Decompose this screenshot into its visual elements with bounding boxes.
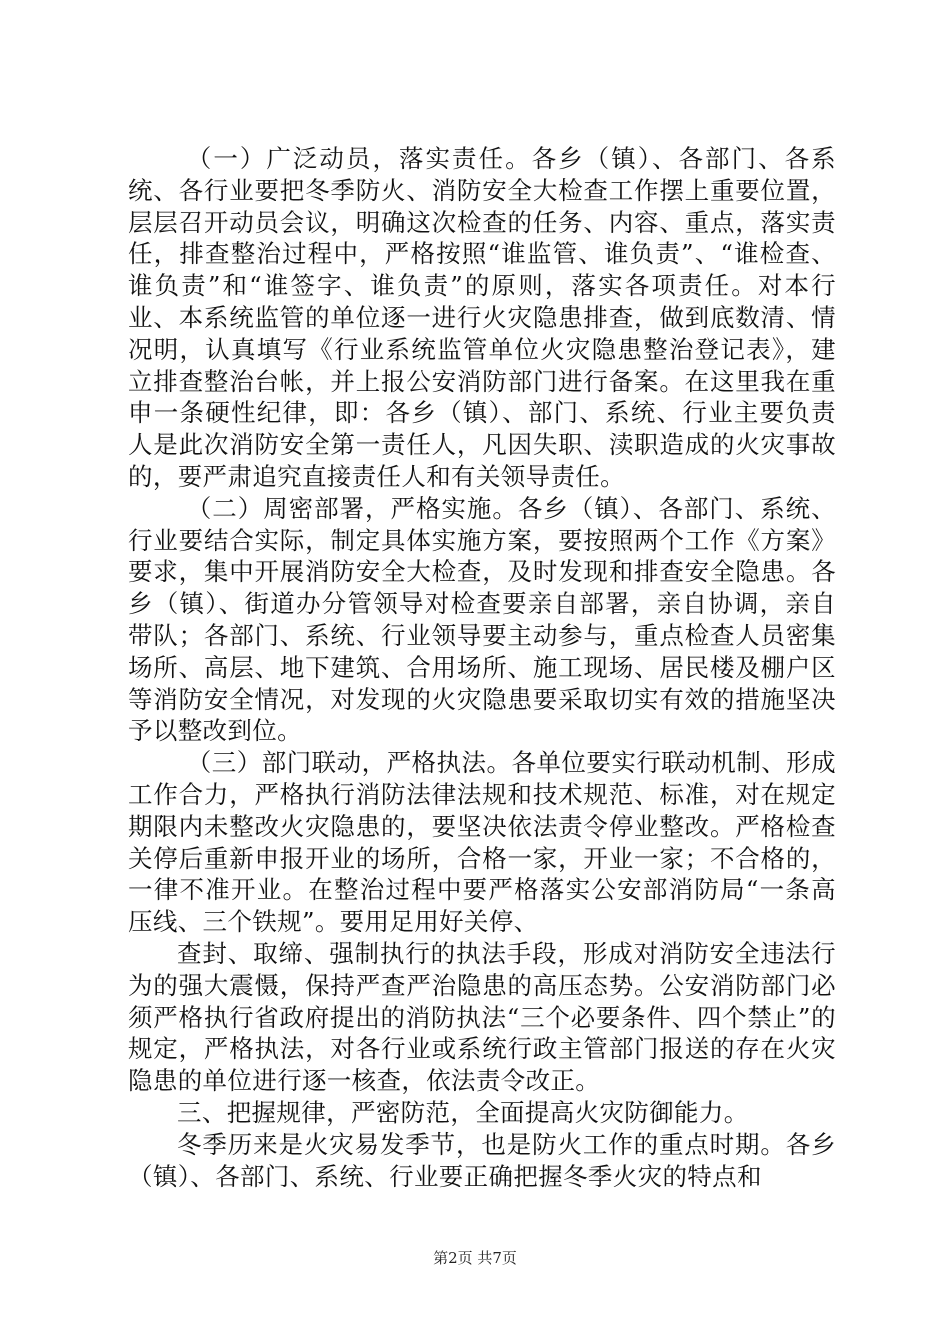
paragraph-deployment: （二）周密部署，严格实施。各乡（镇）、各部门、系统、行业要结合实际，制定具体实施方案，要按照两个工作《方案》要求，集中开展消防安全大检查，及时发现和排查安全隐患。各乡（镇）、街道办分管领导对检查要亲自部署，亲自协调，亲自带队；各部门、系统、行业领导要主动参与，重点检查人员密集场所、高层、地下建筑、合用场所、施工现场、居民楼及棚户区等消防安全情况，对发现的火灾隐患要采取切实有效的措施坚决予以整改到位。 [128, 493, 836, 746]
page-number-footer: 第2页 共7页 [433, 1249, 517, 1267]
section-heading-prevention: 三、把握规律，严密防范，全面提高火灾防御能力。 [177, 1097, 749, 1127]
document-body [128, 143, 836, 1192]
paragraph-enforcement-continued: 查封、取缔、强制执行的执法手段，形成对消防安全违法行为的强大震慑，保持严查严治隐患的高压态势。公安消防部门必须严格执行省政府提出的消防执法“三个必要条件、四个禁止”的规定，严格执法，对各行业或系统行政主管部门报送的存在火灾隐患的单位进行逐一核查，依法责令改正。 [128, 938, 836, 1096]
paragraph-winter-fire: 冬季历来是火灾易发季节，也是防火工作的重点时期。各乡（镇）、各部门、系统、行业要正确把握冬季火灾的特点和 [128, 1129, 836, 1191]
paragraph-enforcement: （三）部门联动，严格执法。各单位要实行联动机制、形成工作合力，严格执行消防法律法规和技术规范、标准，对在规定期限内未整改火灾隐患的，要坚决依法责令停业整改。严格检查关停后重新申报开业的场所，合格一家，开业一家；不合格的，一律不准开业。在整治过程中要严格落实公安部消防局“一条高压线、三个铁规”。要用足用好关停、 [128, 748, 836, 937]
paragraph-responsibility: （一）广泛动员，落实责任。各乡（镇）、各部门、各系统、各行业要把冬季防火、消防安全大检查工作摆上重要位置，层层召开动员会议，明确这次检查的任务、内容、重点，落实责任，排查整治过程中，严格按照“谁监管、谁负责”、“谁检查、谁负责”和“谁签字、谁负责”的原则，落实各项责任。对本行业、本系统监管的单位逐一进行火灾隐患排查，做到底数清、情况明，认真填写《行业系统监管单位火灾隐患整治登记表》，建立排查整治台帐，并上报公安消防部门进行备案。在这里我在重申一条硬性纪律，即：各乡（镇）、部门、系统、行业主要负责人是此次消防安全第一责任人，凡因失职、渎职造成的火灾事故的，要严肃追究直接责任人和有关领导责任。 [128, 144, 836, 491]
